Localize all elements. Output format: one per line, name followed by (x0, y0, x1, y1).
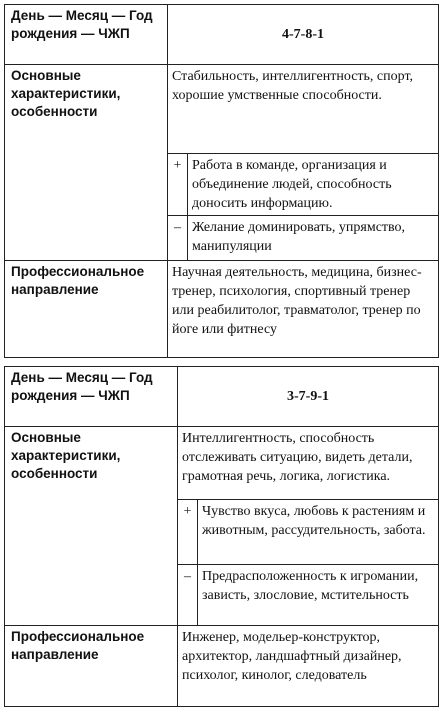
profession-label: Профессиональное направление (5, 626, 178, 707)
profession-row (5, 261, 439, 358)
code-value: 3-7-9-1 (178, 367, 439, 427)
minus-sign: – (178, 565, 198, 626)
header-label: День — Месяц — Год рождения — ЧЖП (5, 367, 178, 427)
minus-text: Предрасположенность к игромании, зависть, злословие, мстительность (198, 565, 439, 626)
characteristics-row (5, 65, 439, 154)
characteristics-label: Основные характеристики, особенности (5, 427, 178, 626)
code-value: 4-7-8-1 (168, 5, 439, 65)
table-header-row (5, 367, 439, 427)
minus-sign: – (168, 216, 188, 261)
characteristics-text: Интеллигентность, способность отслеживать ситуацию, видеть детали, грамотная речь, логика, логистика. (178, 427, 439, 500)
characteristics-label: Основные характеристики, особенности (5, 65, 168, 261)
table-header-row (5, 5, 439, 65)
profession-row (5, 626, 439, 707)
profession-label: Профессиональное направление (5, 261, 168, 358)
profile-table-1 (4, 4, 439, 358)
minus-text: Желание доминировать, упрямство, манипуляции (188, 216, 439, 261)
plus-text: Работа в команде, организация и объединение людей, способность доносить информацию. (188, 154, 439, 216)
characteristics-text: Стабильность, интеллигентность, спорт, хорошие умственные способности. (168, 65, 439, 154)
profession-text: Инженер, модельер-конструктор, архитектор, ландшафтный дизайнер, психолог, кинолог, следователь (178, 626, 439, 707)
plus-sign: + (168, 154, 188, 216)
profile-table-2 (4, 366, 439, 707)
plus-sign: + (178, 500, 198, 565)
characteristics-row (5, 427, 439, 500)
plus-text: Чувство вкуса, любовь к растениям и животным, рассудительность, забота. (198, 500, 439, 565)
profession-text: Научная деятельность, медицина, бизнес-тренер, психология, спортивный тренер или реабилитолог, травматолог, тренер по йоге или фитнесу (168, 261, 439, 358)
header-label: День — Месяц — Год рождения — ЧЖП (5, 5, 168, 65)
